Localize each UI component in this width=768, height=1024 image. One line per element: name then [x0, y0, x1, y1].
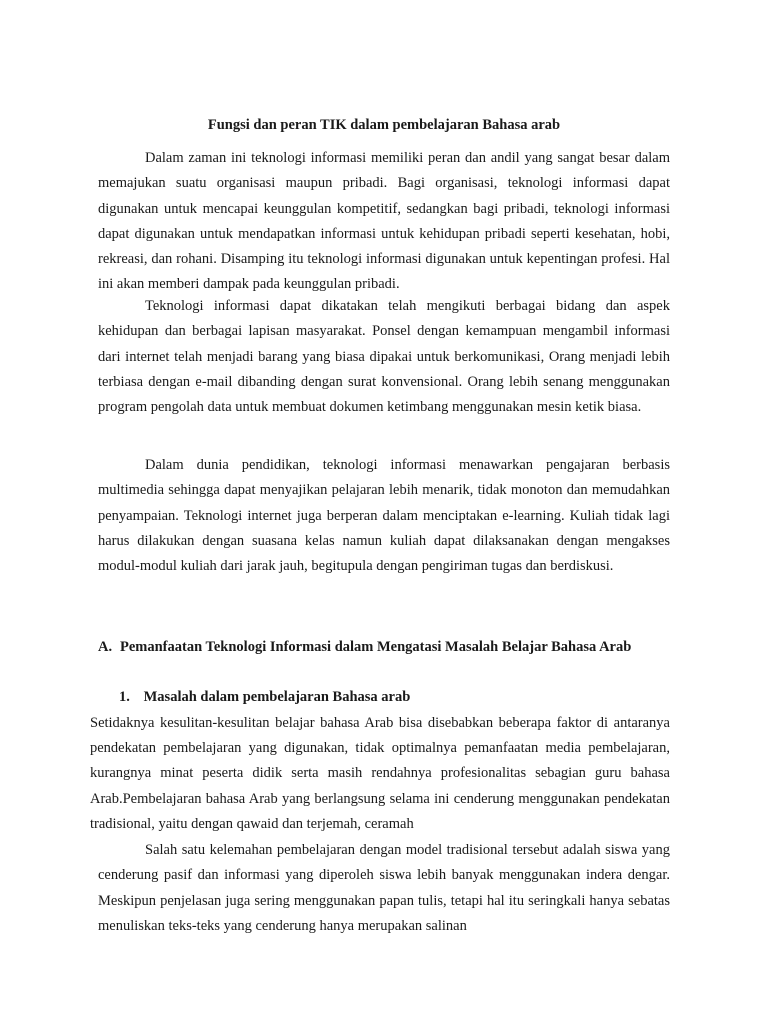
subsection-1-marker: 1. — [119, 689, 130, 705]
paragraph-4: Setidaknya kesulitan-kesulitan belajar bahasa Arab bisa disebabkan beberapa faktor di antaranya pendekatan pembelajaran yang digunakan, tidak optimalnya pemanfaatan media pembelajaran, kurangnya minat peserta didik serta masih rendahnya profesionalitas sebagian guru bahasa Arab.Pembelajaran bahasa Arab yang berlangsung selama ini cenderung menggunakan pendekatan tradisional, yaitu dengan qawaid dan terjemah, ceramah — [90, 715, 670, 832]
section-a-title: Pemanfaatan Teknologi Informasi dalam Mengatasi Masalah Belajar Bahasa Arab — [120, 639, 632, 655]
paragraph-3: Dalam dunia pendidikan, teknologi informasi menawarkan pengajaran berbasis multimedia sehingga dapat menyajikan pelajaran lebih menarik, tidak monoton dan memudahkan penyampaian. Teknologi internet juga berperan dalam menciptakan e-learning. Kuliah tidak lagi harus dilakukan dengan suasana kelas namun kuliah dapat dilaksanakan dengan mengakses modul-modul kuliah dari jarak jauh, begitupula dengan pengiriman tugas dan berdiskusi. — [98, 457, 670, 575]
paragraph-2: Teknologi informasi dapat dikatakan telah mengikuti berbagai bidang dan aspek kehidupan dan berbagai lapisan masyarakat. Ponsel dengan kemampuan mengambil informasi dari internet telah menjadi barang yang biasa dipakai untuk berkomunikasi, Orang menjadi lebih terbiasa dengan e-mail dibanding dengan surat konvensional. Orang lebih senang menggunakan program pengolah data untuk membuat dokumen ketimbang menggunakan mesin ketik biasa. — [98, 298, 670, 416]
subsection-1-title: Masalah dalam pembelajaran Bahasa arab — [143, 689, 411, 705]
document-title: Fungsi dan peran TIK dalam pembelajaran Bahasa arab — [207, 117, 561, 133]
subsection-1-heading — [119, 685, 410, 709]
section-a-marker: A. — [98, 639, 113, 655]
section-a-heading — [98, 634, 670, 660]
paragraph-1: Dalam zaman ini teknologi informasi memiliki peran dan andil yang sangat besar dalam memajukan suatu organisasi maupun pribadi. Bagi organisasi, teknologi informasi dapat digunakan untuk mencapai keunggulan kompetitif, sedangkan bagi pribadi, teknologi informasi dapat digunakan untuk mendapatkan informasi untuk kehidupan pribadi seperti kesehatan, hobi, rekreasi, dan rohani. Disamping itu teknologi informasi digunakan untuk kepentingan profesi. Hal ini akan memberi dampak pada keunggulan pribadi. — [98, 150, 670, 293]
paragraph-5: Salah satu kelemahan pembelajaran dengan model tradisional tersebut adalah siswa yang cenderung pasif dan informasi yang diperoleh siswa lebih banyak menggunakan indera dengar. Meskipun penjelasan juga sering menggunakan papan tulis, tetapi hal itu seringkali hanya sebatas menuliskan teks-teks yang cenderung hanya merupakan salinan — [98, 842, 670, 934]
